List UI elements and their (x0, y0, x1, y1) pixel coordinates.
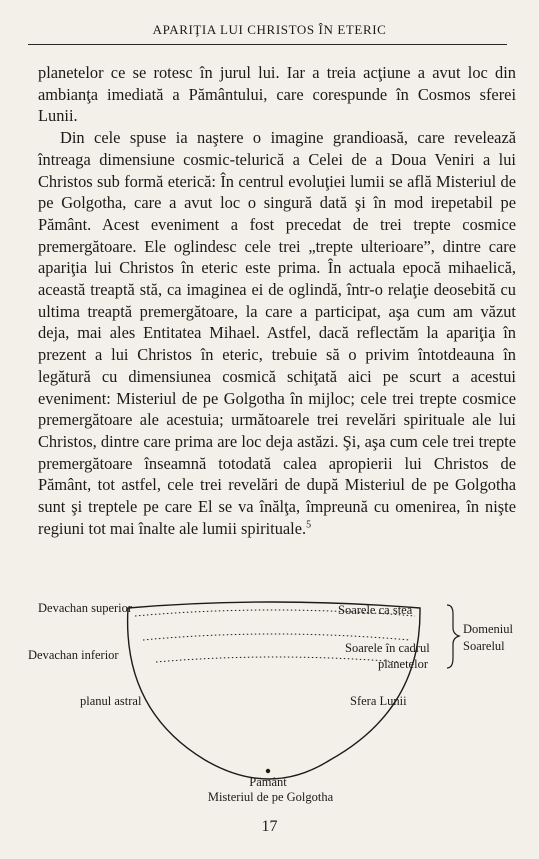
bowl-outline (128, 602, 420, 779)
paragraph-2 (38, 127, 516, 539)
label-planul-astral: planul astral (80, 694, 142, 708)
label-sfera-lunii: Sfera Lunii (350, 694, 407, 708)
brace-label-line-1: Domeniul (463, 622, 513, 636)
header-divider (28, 44, 507, 45)
running-header: APARIŢIA LUI CHRISTOS ÎN ETERIC (152, 22, 387, 37)
brace-label-line-2: Soarelul (463, 639, 505, 653)
cosmic-diagram (0, 590, 539, 790)
domain-brace (447, 605, 459, 668)
paragraph-2-text: Din cele spuse ia naştere o imagine grandioasă, care revelează întreaga dimensiune cosmic-telurică a Celei de a Doua Veniri a lui Christos sub formă eterică: În centrul evoluţiei lumii se află Misteriul de pe Golgotha, care a avut loc o singură dată şi în mod irepetabil pe Pământ. Acest eveniment a fost precedat de trei trepte cosmice premergătoare. Ele oglindesc cele trei „trepte ulterioare”, dintre care apariţia lui Christos în eteric este prima. În actuala epocă mihaelică, această treaptă stă, ca imaginea ei de oglindă, într-o relaţie deosebită cu ultima treaptă premergătoare, la care a participat, aşa cum am văzut deja, mai ales Entitatea Mihael. Astfel, dacă reflectăm la apariţia în prezent a lui Christos în eteric, trebuie să o privim întotdeauna în legătură cu dimensiunea cosmică schiţată aici pe scurt a acestui eveniment: Misteriul de pe Golgotha în mijloc; cele trei trepte cosmice premergătoare ale acestuia; următoarele trei revelări spirituale ale lui Christos, dintre care prima are loc deja astăzi. Şi, aşa cum cele trei trepte premergătoare înseamnă totodată calea apropierii lui Christos de Pământ, tot astfel, cele trei revelări de după Misteriul de pe Golgotha sunt şi treptele pe care El se va înălţa, împreună cu omenirea, în nişte regiuni tot mai înalte ale lumii spirituale. (38, 128, 516, 538)
label-soarele-ca-stea: Soarele ca stea (338, 603, 413, 617)
label-devachan-inferior: Devachan inferior (28, 648, 119, 662)
earth-marker (266, 769, 270, 773)
label-planetelor: planetelor (378, 657, 428, 671)
label-devachan-superior: Devachan superior (38, 601, 133, 615)
boundary-mid (156, 657, 400, 662)
body-text (38, 62, 516, 539)
footnote-ref: 5 (306, 519, 312, 531)
label-pamant: Pământ (249, 775, 287, 789)
label-misteriul-golgotha: Misteriul de pe Golgotha (207, 790, 334, 804)
paragraph-1: planetelor ce se rotesc în jurul lui. Iar a treia acţiune a avut loc din ambianţa imediată a Pământului, care corespunde în Cosmos sferei Lunii. (38, 63, 516, 126)
page-number: 17 (261, 818, 278, 835)
label-soarele-in-cadrul: Soarele în cadrul (345, 641, 430, 655)
boundary-devachan-inferior (143, 634, 410, 640)
